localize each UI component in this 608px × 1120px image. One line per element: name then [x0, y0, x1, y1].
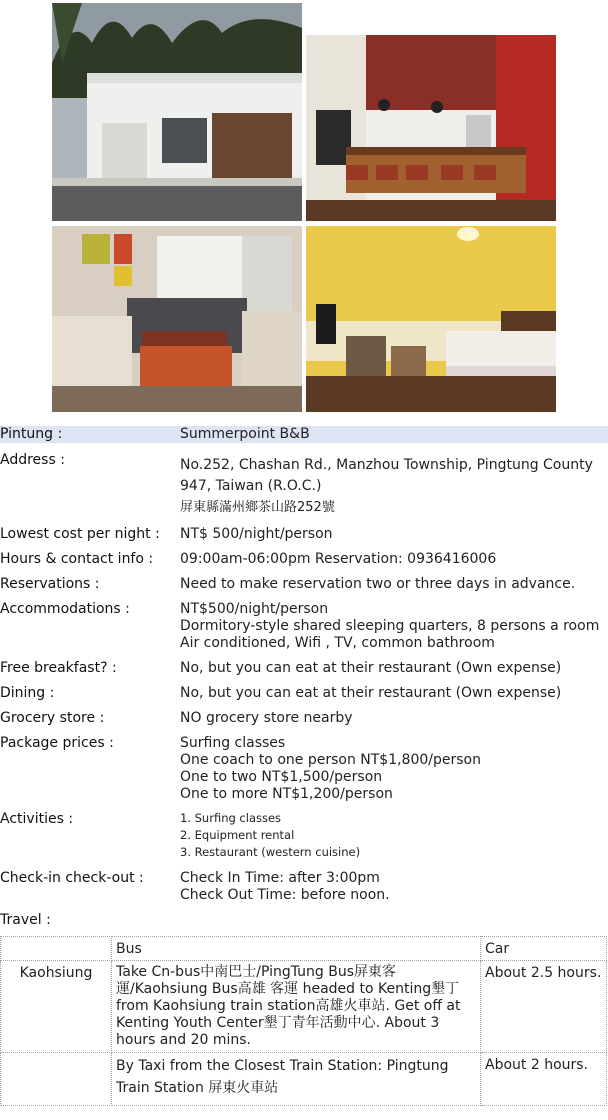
address-line-chinese: 屏東縣滿州鄉茶山路252號: [180, 500, 335, 515]
breakfast-value: No, but you can eat at their restaurant (Own expense): [180, 660, 562, 676]
travel-bus-info: [112, 1053, 481, 1106]
hours-label: Hours & contact info :: [0, 551, 154, 567]
bus-line: hours and 20 mins.: [116, 1032, 252, 1048]
table-row: [1, 1053, 607, 1106]
photo-living-room: [52, 226, 302, 412]
info-row-pintung: [0, 426, 608, 443]
address-line: No.252, Chashan Rd., Manzhou Township, Pingtung County: [180, 457, 593, 473]
accommodations-line: Dormitory-style shared sleeping quarters, 8 persons a room: [180, 618, 600, 634]
reservations-label: Reservations :: [0, 576, 100, 592]
bus-line: Take Cn-bus中南巴士/PingTung Bus屏東客: [116, 964, 397, 980]
accommodations-value: [180, 601, 605, 652]
photo-exterior: [52, 3, 302, 221]
travel-header-place: [1, 937, 112, 961]
checkin-line: Check In Time: after 3:00pm: [180, 870, 380, 886]
activities-label: Activities :: [0, 811, 74, 827]
activity-item: 2. Equipment rental: [180, 828, 295, 842]
package-label: Package prices :: [0, 735, 114, 751]
travel-label: Travel :: [0, 912, 51, 928]
bus-line: Kenting Youth Center墾丁青年活動中心. About 3: [116, 1015, 440, 1031]
package-line: Surfing classes: [180, 735, 286, 751]
checkin-line: Check Out Time: before noon.: [180, 887, 390, 903]
lowest-cost-value: NT$ 500/night/person: [180, 526, 333, 542]
address-line: 947, Taiwan (R.O.C.): [180, 478, 322, 494]
accommodations-line: Air conditioned, Wifi , TV, common bathroom: [180, 635, 495, 651]
travel-bus-info: [112, 961, 481, 1053]
address-label: Address :: [0, 452, 65, 468]
breakfast-label: Free breakfast? :: [0, 660, 117, 676]
table-row: [1, 961, 607, 1053]
travel-header-bus: Bus: [112, 937, 481, 961]
activity-item: 1. Surfing classes: [180, 811, 282, 825]
dining-value: No, but you can eat at their restaurant (Own expense): [180, 685, 562, 701]
photo-kitchen: [306, 35, 556, 221]
photo-bedroom: [306, 226, 556, 412]
package-value: [180, 735, 605, 803]
travel-header-car: Car: [481, 937, 607, 961]
bus-line: from Kaohsiung train station高雄火車站. Get off at: [116, 998, 461, 1014]
package-line: One to more NT$1,200/person: [180, 786, 393, 802]
bus-line: Train Station 屏東火車站: [116, 1080, 279, 1096]
activities-value: [180, 810, 605, 861]
activity-item: 3. Restaurant (western cuisine): [180, 845, 361, 859]
lowest-cost-label: Lowest cost per night :: [0, 526, 160, 542]
bus-line: 運/Kaohsiung Bus高雄 客運 headed to Kenting墾丁: [116, 981, 460, 997]
package-line: One to two NT$1,500/person: [180, 769, 383, 785]
travel-place: [1, 1053, 112, 1106]
package-line: One coach to one person NT$1,800/person: [180, 752, 481, 768]
pintung-label: Pintung :: [0, 426, 63, 442]
grocery-label: Grocery store :: [0, 710, 105, 726]
grocery-value: NO grocery store nearby: [180, 710, 353, 726]
accommodations-label: Accommodations :: [0, 601, 130, 617]
travel-car-info: About 2.5 hours.: [481, 961, 607, 1053]
travel-car-info: About 2 hours.: [481, 1053, 607, 1106]
address-value: [180, 455, 605, 518]
hours-value: 09:00am-06:00pm Reservation: 0936416006: [180, 551, 497, 567]
travel-place: Kaohsiung: [1, 961, 112, 1053]
dining-label: Dining :: [0, 685, 55, 701]
bus-line: By Taxi from the Closest Train Station: Pingtung: [116, 1058, 449, 1074]
checkin-value: [180, 870, 605, 904]
travel-table-header: [1, 937, 607, 961]
reservations-value: Need to make reservation two or three days in advance.: [180, 576, 576, 592]
accommodations-line: NT$500/night/person: [180, 601, 329, 617]
pintung-value: Summerpoint B&B: [180, 426, 310, 442]
travel-table: [0, 936, 607, 1106]
checkin-label: Check-in check-out :: [0, 870, 144, 886]
